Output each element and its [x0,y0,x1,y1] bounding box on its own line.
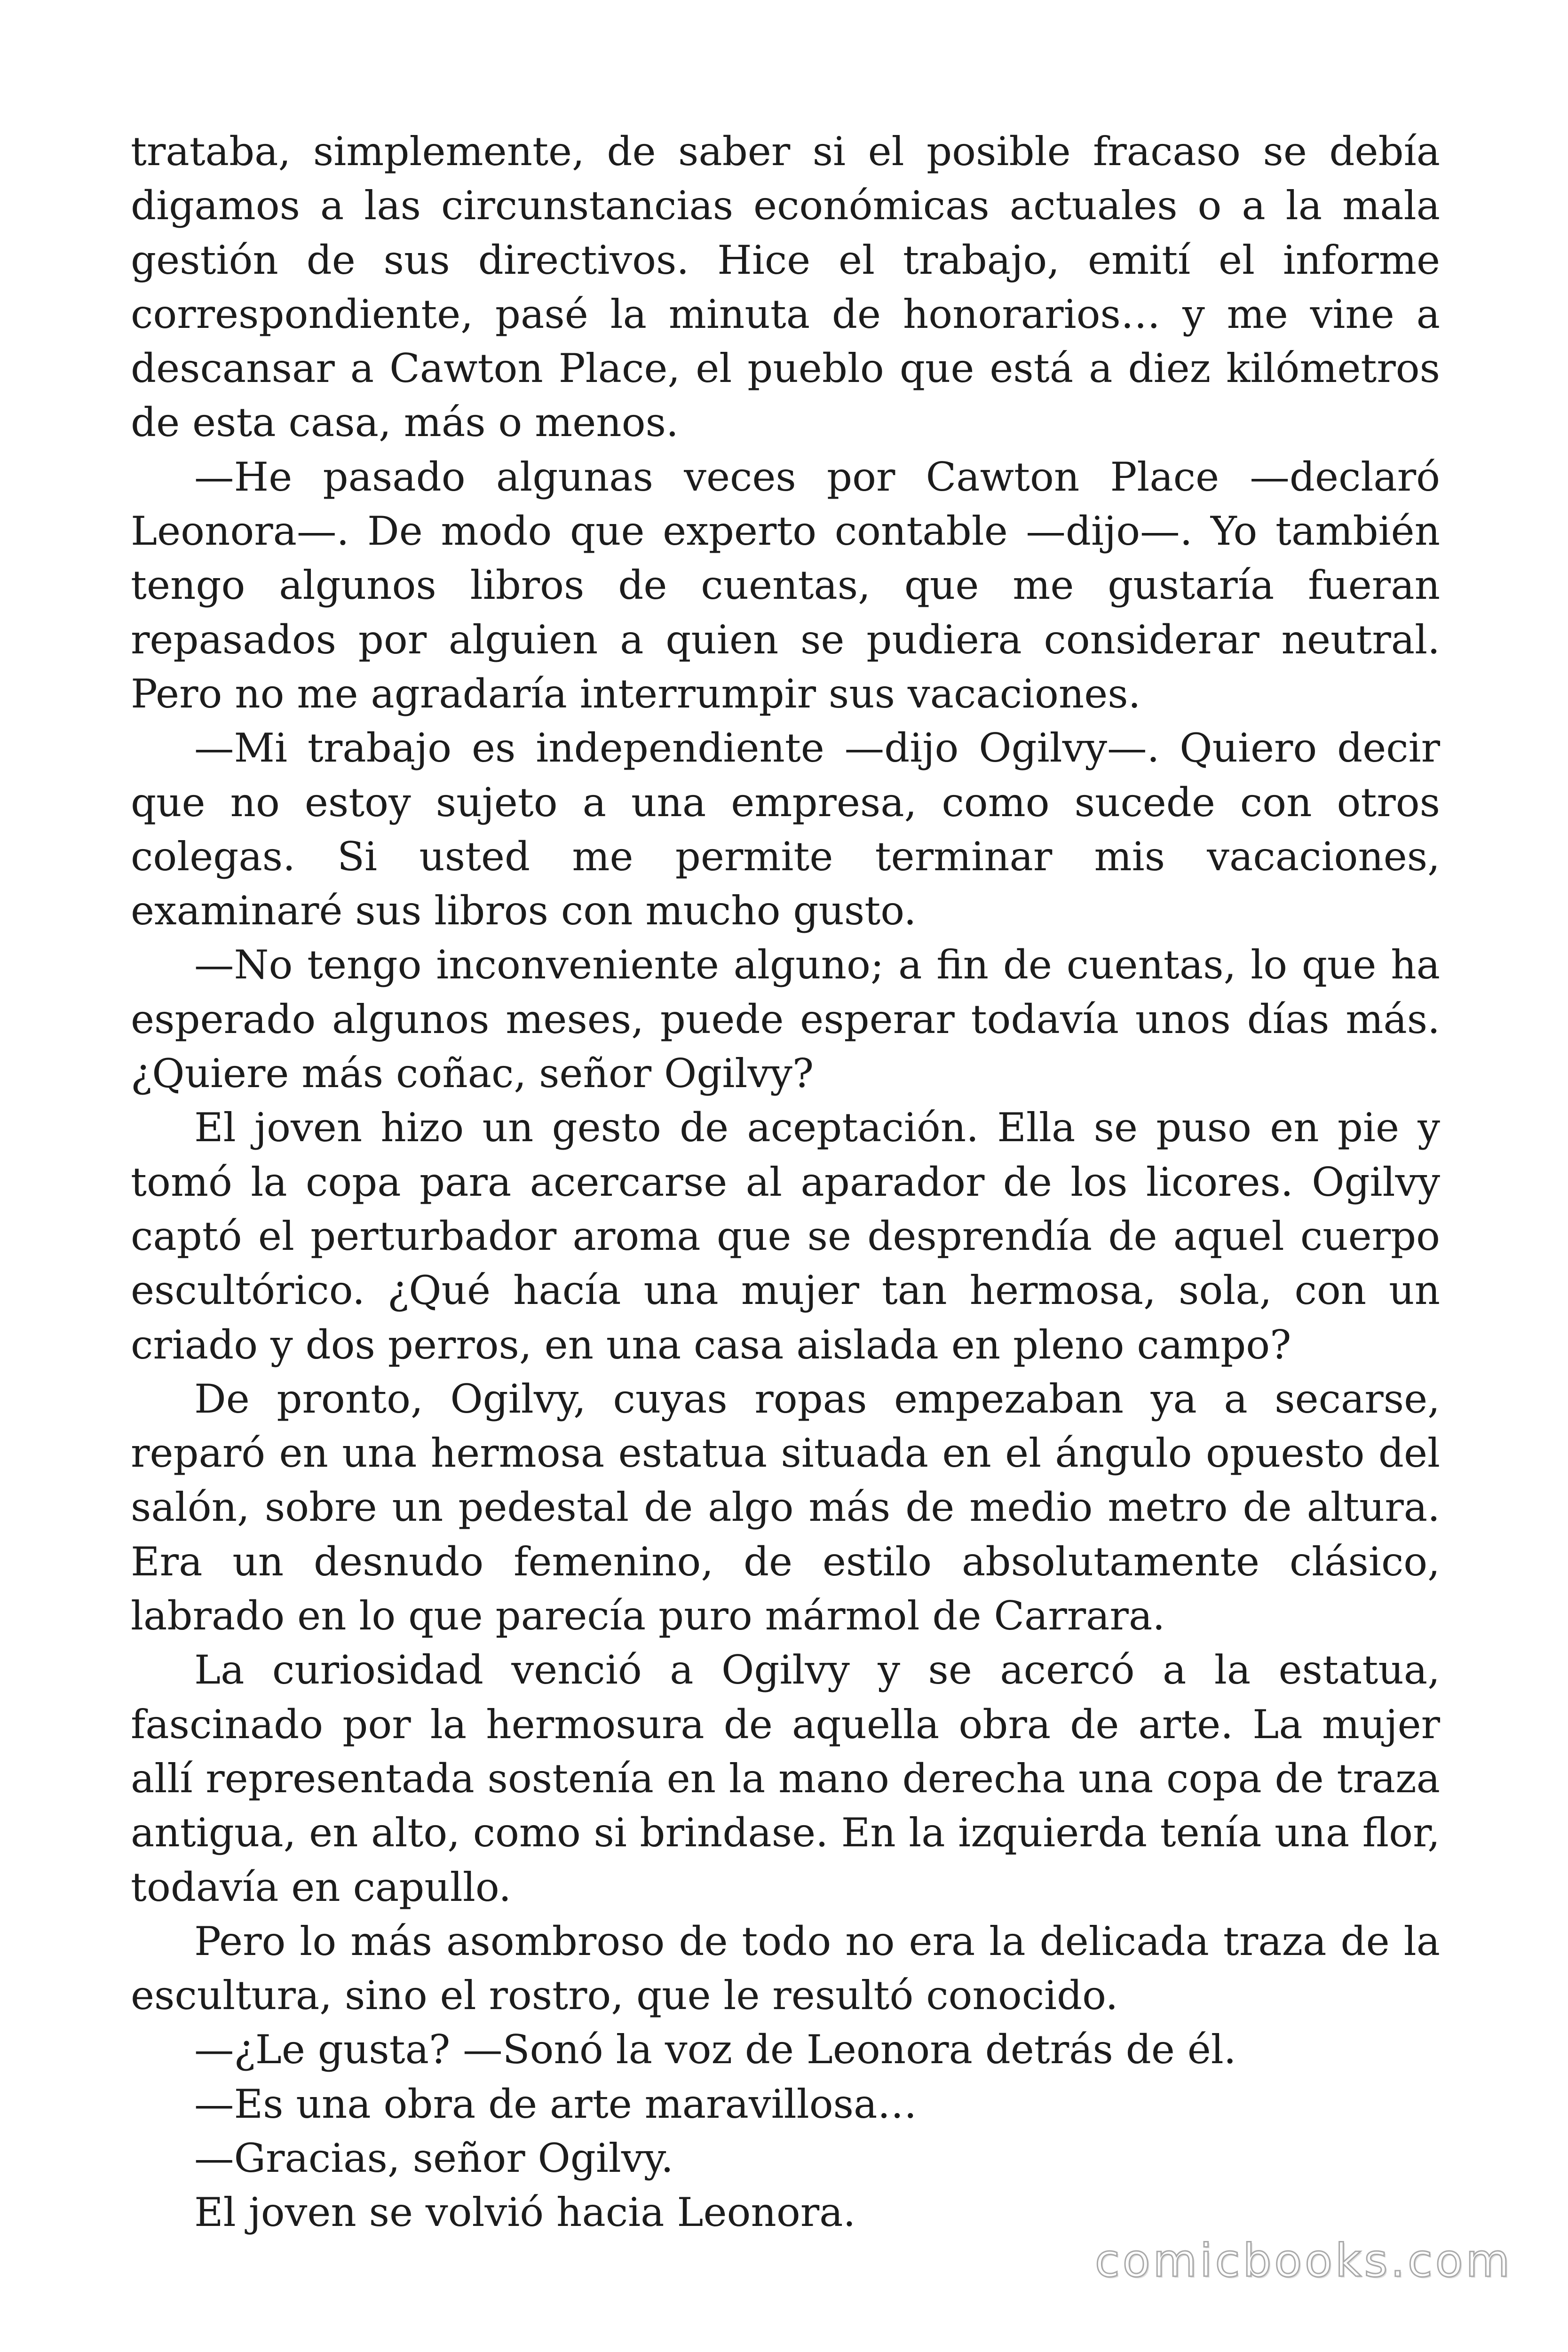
paragraph: El joven hizo un gesto de aceptación. Ella se puso en pie y tomó la copa para acercarse al aparador de los licores. Ogilvy captó el perturbador aroma que se desprendía de aquel cuerpo escultórico. ¿Qué hacía una mujer tan hermosa, sola, con un criado y dos perros, en una casa aislada en pleno campo? [131,1104,1440,1368]
paragraph: —He pasado algunas veces por Cawton Place —declaró Leonora—. De modo que experto contable —dijo—. Yo también tengo algunos libros de cuentas, que me gustaría fueran repasados por alguien a quien se pudiera considerar neutral. Pero no me agradaría interrumpir sus vacaciones. [131,453,1440,717]
paragraph: —No tengo inconveniente alguno; a fin de cuentas, lo que ha esperado algunos meses, puede esperar todavía unos días más. ¿Quiere más coñac, señor Ogilvy? [131,942,1440,1097]
watermark: comicbooks.com [1094,2234,1513,2287]
paragraph: De pronto, Ogilvy, cuyas ropas empezaban ya a secarse, reparó en una hermosa estatua situada en el ángulo opuesto del salón, sobre un pedestal de algo más de medio metro de altura. Era un desnudo femenino, de estilo absolutamente clásico, labrado en lo que parecía puro mármol de Carrara. [131,1375,1440,1639]
paragraph: —Es una obra de arte maravillosa… [194,2081,917,2127]
paragraph: La curiosidad venció a Ogilvy y se acercó a la estatua, fascinado por la hermosura de aquella obra de arte. La mujer allí representada sostenía en la mano derecha una copa de traza antigua, en alto, como si brindase. En la izquierda tenía una flor, todavía en capullo. [131,1647,1440,1910]
page-text [131,125,1440,2240]
paragraph: —¿Le gusta? —Sonó la voz de Leonora detrás de él. [194,2026,1236,2073]
paragraph: —Mi trabajo es independiente —dijo Ogilvy—. Quiero decir que no estoy sujeto a una empresa, como sucede con otros colegas. Si usted me permite terminar mis vacaciones, examinaré sus libros con mucho gusto. [131,725,1440,934]
paragraph: Pero lo más asombroso de todo no era la delicada traza de la escultura, sino el rostro, que le resultó conocido. [131,1918,1440,2019]
paragraph: —Gracias, señor Ogilvy. [194,2135,674,2181]
paragraph: El joven se volvió hacia Leonora. [194,2189,856,2236]
paragraph: trataba, simplemente, de saber si el posible fracaso se debía digamos a las circunstancias económicas actuales o a la mala gestión de sus directivos. Hice el trabajo, emití el informe correspondiente, pasé la minuta de honorarios… y me vine a descansar a Cawton Place, el pueblo que está a diez kilómetros de esta casa, más o menos. [131,128,1440,446]
